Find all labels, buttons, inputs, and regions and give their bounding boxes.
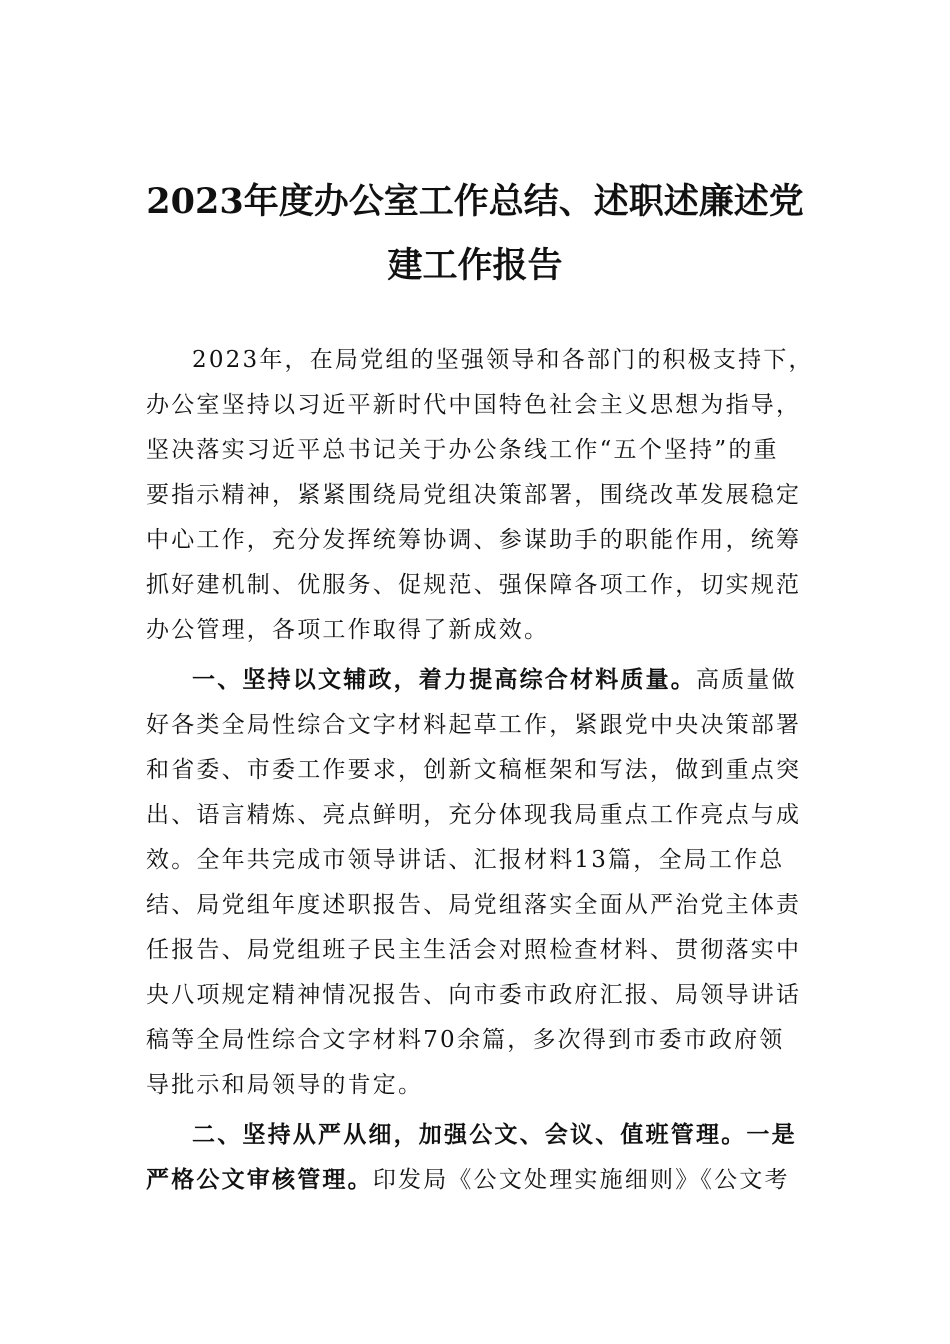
text-line: 办公管理，各项工作取得了新成效。: [146, 617, 550, 643]
text-line: 和省委、市委工作要求，创新文稿框架和写法，做到重点突: [146, 757, 802, 783]
section-heading: 一、坚持以文辅政，着力提高综合材料质量。: [192, 667, 696, 693]
text-line: 任报告、局党组班子民主生活会对照检查材料、贯彻落实中: [146, 937, 802, 963]
text-line: 稿等全局性综合文字材料70余篇，多次得到市委市政府领: [146, 1027, 785, 1053]
text-line: 2023年，在局党组的坚强领导和各部门的积极支持下，: [192, 347, 814, 373]
document-title: [120, 170, 830, 298]
text-line: [146, 658, 816, 703]
text-line: [146, 1158, 816, 1203]
text-line: 好各类全局性综合文字材料起草工作，紧跟党中央决策部署: [146, 712, 802, 738]
text-line: 出、语言精炼、亮点鲜明，充分体现我局重点工作亮点与成: [146, 802, 802, 828]
text-run: 高质量做: [696, 667, 797, 693]
document-body: [146, 338, 816, 1203]
text-line: 结、局党组年度述职报告、局党组落实全面从严治党主体责: [146, 892, 802, 918]
paragraph-section-2: [146, 1113, 816, 1203]
text-line: 抓好建机制、优服务、促规范、强保障各项工作，切实规范: [146, 572, 802, 598]
paragraph-intro: [146, 338, 816, 653]
text-line: 中心工作，充分发挥统筹协调、参谋助手的职能作用，统筹: [146, 527, 802, 553]
text-line: 央八项规定精神情况报告、向市委市政府汇报、局领导讲话: [146, 982, 802, 1008]
text-line: 办公室坚持以习近平新时代中国特色社会主义思想为指导，: [146, 392, 802, 418]
text-line: 坚决落实习近平总书记关于办公条线工作“五个坚持”的重: [146, 437, 779, 463]
text-run: 印发局《公文处理实施细则》《公文考: [372, 1167, 790, 1193]
text-line: 导批示和局领导的肯定。: [146, 1072, 424, 1098]
title-line-1: 2023年度办公室工作总结、述职述廉述党: [146, 181, 804, 222]
text-line: 要指示精神，紧紧围绕局党组决策部署，围绕改革发展稳定: [146, 482, 802, 508]
subsection-heading: 严格公文审核管理。: [146, 1167, 373, 1193]
text-line: 效。全年共完成市领导讲话、汇报材料13篇，全局工作总: [146, 847, 785, 873]
section-heading: 二、坚持从严从细，加强公文、会议、值班管理。一是: [192, 1122, 797, 1148]
title-line-2: 建工作报告: [387, 245, 563, 286]
paragraph-section-1: [146, 658, 816, 1108]
